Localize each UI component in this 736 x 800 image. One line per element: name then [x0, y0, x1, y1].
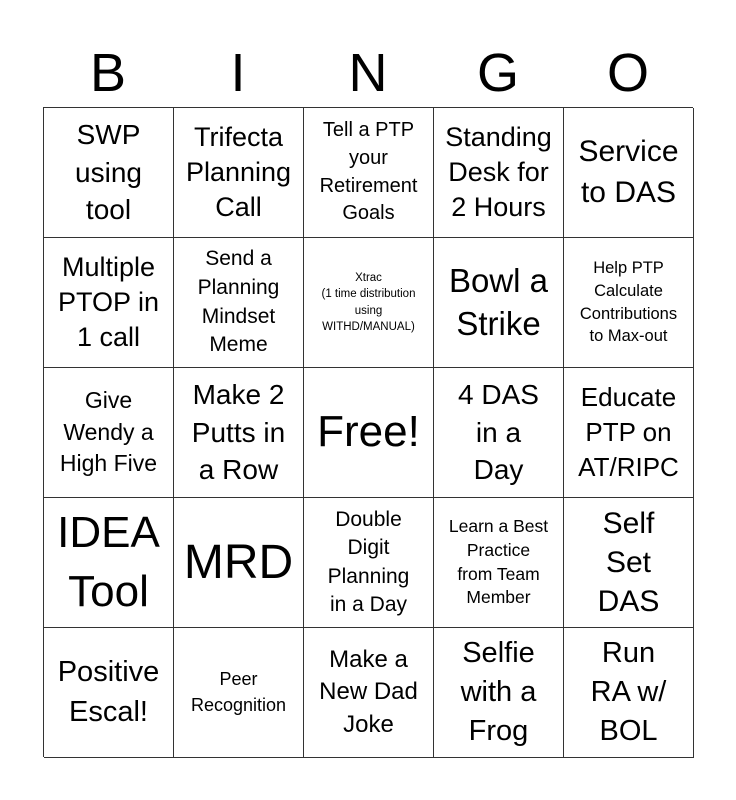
header-letter-g: G: [476, 43, 519, 103]
header-letter-o: O: [606, 43, 649, 103]
cell-text: Self Set DAS: [597, 507, 660, 618]
cell-text: Educate PTP on AT/RIPC: [578, 381, 679, 483]
cell-text: Tell a PTP your Retirement Goals: [319, 119, 418, 225]
cell-text: Multiple PTOP in 1 call: [57, 251, 160, 353]
cell-text: Give Wendy a High Five: [59, 386, 158, 477]
cell-text: Send a Planning Mindset Meme: [197, 246, 280, 357]
cell-text: SWP using tool: [75, 118, 142, 226]
bingo-cell[interactable]: [564, 498, 694, 628]
bingo-cell[interactable]: [564, 368, 694, 498]
bingo-cell[interactable]: [434, 238, 564, 368]
cell-text: 4 DAS in a Day: [458, 378, 539, 486]
cell-text: Service to DAS: [578, 135, 679, 209]
bingo-cell[interactable]: [174, 368, 304, 498]
cell-text: Peer Recognition: [190, 669, 287, 715]
cell-text: Selfie with a Frog: [460, 636, 537, 748]
bingo-cell[interactable]: [44, 368, 174, 498]
cell-text: Bowl a Strike: [448, 261, 549, 342]
cell-text: Make 2 Putts in a Row: [191, 378, 286, 486]
bingo-cell[interactable]: [434, 628, 564, 758]
cell-text: Help PTP Calculate Contributions to Max-out: [579, 258, 678, 346]
header-letter-n: N: [348, 43, 388, 103]
cell-text: MRD: [183, 535, 294, 589]
bingo-cell[interactable]: [304, 108, 434, 238]
bingo-cell[interactable]: [564, 628, 694, 758]
bingo-cell[interactable]: [434, 368, 564, 498]
bingo-cell[interactable]: [564, 108, 694, 238]
bingo-cell[interactable]: [44, 628, 174, 758]
cell-text: Standing Desk for 2 Hours: [445, 121, 552, 223]
bingo-cell[interactable]: [434, 498, 564, 628]
cell-text: Run RA w/ BOL: [590, 636, 667, 748]
bingo-board: [43, 107, 693, 757]
bingo-cell[interactable]: [304, 628, 434, 758]
cell-text: Double Digit Planning in a Day: [327, 507, 410, 616]
bingo-cell[interactable]: [304, 498, 434, 628]
bingo-cell[interactable]: [44, 238, 174, 368]
free-space-cell[interactable]: [304, 368, 434, 498]
header-letter-i: I: [230, 43, 246, 103]
cell-text: Make a New Dad Joke: [319, 645, 418, 738]
bingo-cell[interactable]: [174, 628, 304, 758]
cell-text: Xtrac (1 time distribution using WITHD/MANUAL): [321, 271, 416, 333]
header-letter-b: B: [89, 43, 127, 103]
bingo-cell[interactable]: [174, 238, 304, 368]
bingo-cell[interactable]: [304, 238, 434, 368]
cell-text: Trifecta Planning Call: [185, 121, 292, 223]
bingo-cell[interactable]: [44, 498, 174, 628]
bingo-cell[interactable]: [564, 238, 694, 368]
bingo-cell[interactable]: [44, 108, 174, 238]
bingo-cell[interactable]: [434, 108, 564, 238]
bingo-cell[interactable]: [174, 498, 304, 628]
cell-text: Learn a Best Practice from Team Member: [448, 516, 549, 608]
cell-text: Positive Escal!: [57, 656, 160, 728]
cell-text: Free!: [317, 407, 420, 457]
bingo-cell[interactable]: [174, 108, 304, 238]
cell-text: IDEA Tool: [57, 508, 160, 616]
bingo-header: [43, 40, 693, 106]
